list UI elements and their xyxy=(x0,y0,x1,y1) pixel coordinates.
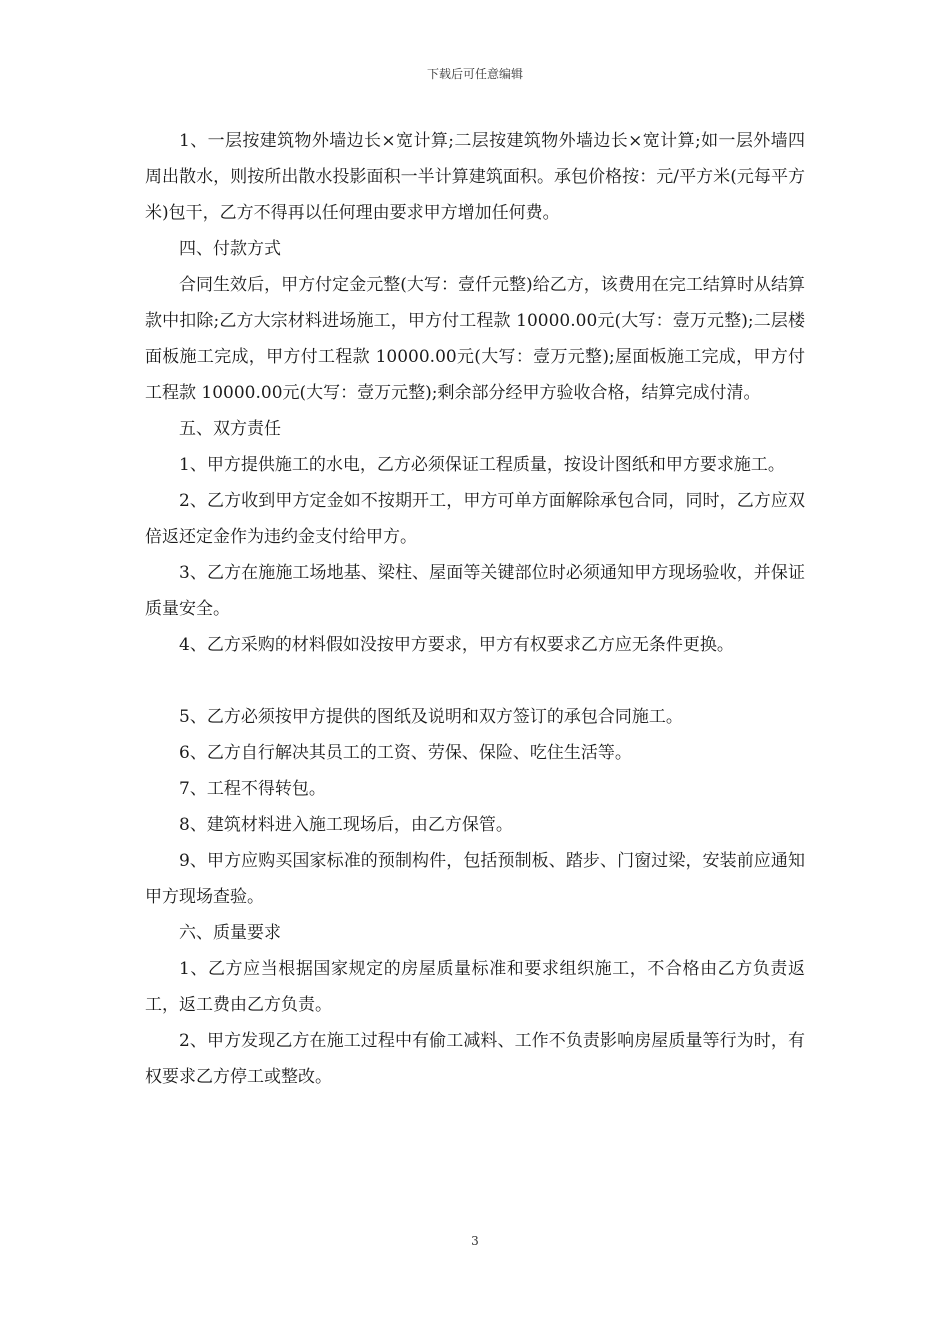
paragraph-responsibility-1: 1、甲方提供施工的水电，乙方必须保证工程质量，按设计图纸和甲方要求施工。 xyxy=(179,455,785,475)
paragraph-responsibility-8: 8、建筑材料进入施工现场后，由乙方保管。 xyxy=(179,815,513,835)
section-heading-payment: 四、付款方式 xyxy=(179,239,281,259)
document-body xyxy=(145,123,805,1095)
paragraph-quality-1: 1、乙方应当根据国家规定的房屋质量标准和要求组织施工，不合格由乙方负责返工，返工费由乙方负责。 xyxy=(145,959,805,1015)
paragraph-quality-2: 2、甲方发现乙方在施工过程中有偷工减料、工作不负责影响房屋质量等行为时，有权要求乙方停工或整改。 xyxy=(145,1031,805,1087)
paragraph-responsibility-3: 3、乙方在施施工场地基、梁柱、屋面等关键部位时必须通知甲方现场验收，并保证质量安全。 xyxy=(145,563,805,619)
paragraph-responsibility-9: 9、甲方应购买国家标准的预制构件，包括预制板、踏步、门窗过梁，安装前应通知甲方现场查验。 xyxy=(145,851,805,907)
paragraph-responsibility-2: 2、乙方收到甲方定金如不按期开工，甲方可单方面解除承包合同，同时，乙方应双倍返还定金作为违约金支付给甲方。 xyxy=(145,491,805,547)
paragraph-responsibility-4: 4、乙方采购的材料假如没按甲方要求，甲方有权要求乙方应无条件更换。 xyxy=(179,635,734,655)
blank-line xyxy=(145,663,805,699)
paragraph-responsibility-5: 5、乙方必须按甲方提供的图纸及说明和双方签订的承包合同施工。 xyxy=(179,707,683,727)
paragraph-area-calculation: 1、一层按建筑物外墙边长×宽计算;二层按建筑物外墙边长×宽计算;如一层外墙四周出散水，则按所出散水投影面积一半计算建筑面积。承包价格按：元/平方米(元每平方米)包干，乙方不得再以任何理由要求甲方增加任何费。 xyxy=(145,131,805,223)
page-header: 下载后可任意编辑 xyxy=(426,67,523,81)
paragraph-payment-terms: 合同生效后，甲方付定金元整(大写：壹仟元整)给乙方，该费用在完工结算时从结算款中扣除;乙方大宗材料进场施工，甲方付工程款 10000.00元(大写：壹万元整);二层楼面板施工完成，甲方付工程款 10000.00元(大写：壹万元整);屋面板施工完成，甲方付工程款 10000.00元(大写：壹万元整);剩余部分经甲方验收合格，结算完成付清。 xyxy=(145,275,805,403)
section-heading-quality: 六、质量要求 xyxy=(179,923,281,943)
page-number: 3 xyxy=(471,1234,479,1248)
section-heading-responsibilities: 五、双方责任 xyxy=(179,419,281,439)
paragraph-responsibility-7: 7、工程不得转包。 xyxy=(179,779,326,799)
paragraph-responsibility-6: 6、乙方自行解决其员工的工资、劳保、保险、吃住生活等。 xyxy=(179,743,632,763)
